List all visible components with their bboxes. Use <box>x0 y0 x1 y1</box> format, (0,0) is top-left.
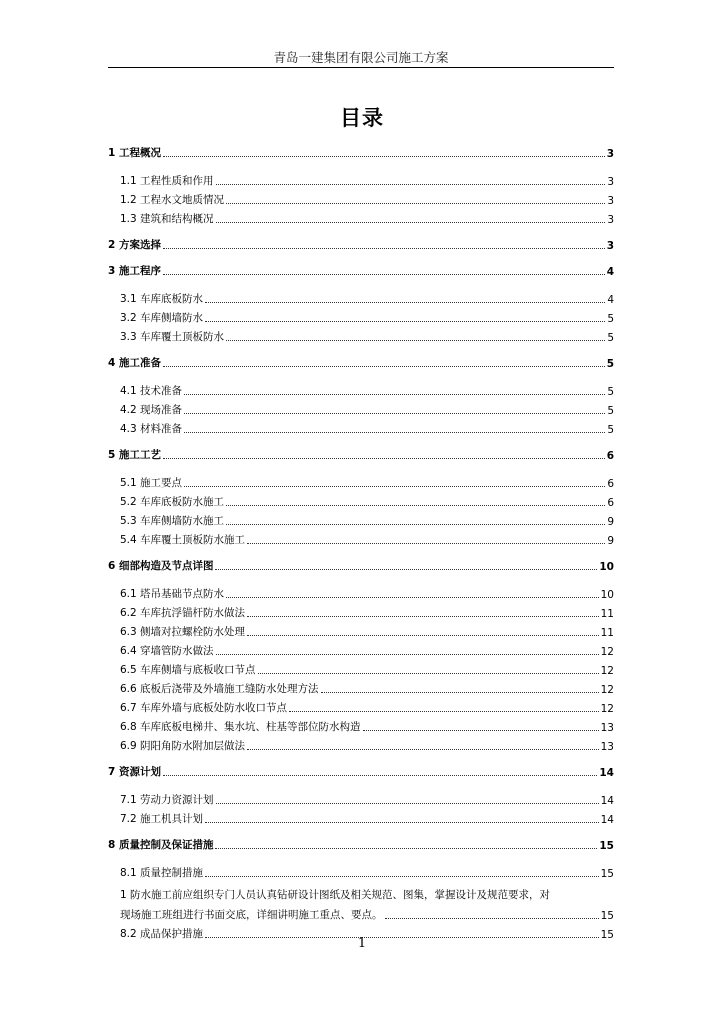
toc-entry-title: 7 资源计划 <box>108 766 161 778</box>
toc-entry-title: 7.1 劳动力资源计划 <box>120 794 214 806</box>
toc-section-entry[interactable] <box>108 472 614 490</box>
toc-chapter-entry[interactable] <box>108 142 614 160</box>
toc-entry-title: 3.1 车库底板防水 <box>120 293 204 305</box>
toc-entry-page: 6 <box>607 497 614 509</box>
toc-dot-leader <box>205 876 599 877</box>
toc-dot-leader <box>385 918 599 919</box>
toc-entry-page: 5 <box>607 313 614 325</box>
toc-entry-title: 4.3 材料准备 <box>120 423 183 435</box>
toc-entry-title: 6.3 侧墙对拉螺栓防水处理 <box>120 626 246 638</box>
toc-dot-leader <box>258 673 599 674</box>
toc-section-entry[interactable] <box>108 808 614 826</box>
toc-entry-page: 4 <box>606 266 614 278</box>
toc-dot-leader <box>216 184 606 185</box>
toc-entry-title: 6.5 车库侧墙与底板收口节点 <box>120 664 256 676</box>
toc-dot-leader <box>226 524 605 525</box>
toc-dot-leader <box>226 203 605 204</box>
toc-section-entry[interactable] <box>108 735 614 753</box>
toc-entry-page: 3 <box>606 240 614 252</box>
toc-entry-title: 1 防水施工前应组织专门人员认真钻研设计图纸及相关规范、图集，掌握设计及规范要求，对 <box>120 889 551 901</box>
toc-chapter-entry[interactable] <box>108 761 614 779</box>
toc-section-entry[interactable] <box>108 380 614 398</box>
toc-entry-title: 4.2 现场准备 <box>120 404 183 416</box>
toc-dot-leader <box>163 274 605 275</box>
toc-entry-title: 6.9 阴阳角防水附加层做法 <box>120 740 246 752</box>
toc-section-entry[interactable] <box>108 491 614 509</box>
toc-dot-leader <box>184 432 605 433</box>
toc-section-entry[interactable] <box>108 529 614 547</box>
toc-entry-title: 6.1 塔吊基础节点防水 <box>120 588 225 600</box>
toc-entry-title: 7.2 施工机具计划 <box>120 813 204 825</box>
toc-dot-leader <box>184 394 605 395</box>
toc-dot-leader <box>163 366 605 367</box>
toc-section-entry[interactable] <box>108 697 614 715</box>
toc-chapter-entry[interactable] <box>108 234 614 252</box>
toc-entry-page: 13 <box>600 722 614 734</box>
toc-section-entry[interactable] <box>108 640 614 658</box>
toc-entry-page: 14 <box>600 814 614 826</box>
toc-entry-page: 12 <box>600 684 614 696</box>
toc-entry-page: 5 <box>606 358 614 370</box>
toc-entry-page: 3 <box>606 148 614 160</box>
toc-dot-leader <box>163 156 605 157</box>
header-rule <box>108 67 614 68</box>
toc-entry-title: 3.2 车库侧墙防水 <box>120 312 204 324</box>
toc-section-entry[interactable] <box>108 510 614 528</box>
toc-entry-title: 8 质量控制及保证措施 <box>108 839 214 851</box>
toc-entry-title: 1 工程概况 <box>108 147 161 159</box>
toc-dot-leader <box>321 692 599 693</box>
toc-section-entry[interactable] <box>108 659 614 677</box>
toc-entry-page: 14 <box>600 795 614 807</box>
toc-entry-page: 13 <box>600 741 614 753</box>
toc-entry-title: 5.3 车库侧墙防水施工 <box>120 515 225 527</box>
toc-entry-title: 4.1 技术准备 <box>120 385 183 397</box>
toc-section-entry[interactable] <box>108 621 614 639</box>
toc-section-entry[interactable] <box>108 789 614 807</box>
toc-section-entry[interactable] <box>108 678 614 696</box>
toc-section-entry[interactable] <box>108 602 614 620</box>
running-header: 青岛一建集团有限公司施工方案 <box>273 50 449 65</box>
toc-section-entry[interactable] <box>108 288 614 306</box>
toc-entry-title: 5.4 车库覆土顶板防水施工 <box>120 534 246 546</box>
toc-entry-title: 6.8 车库底板电梯井、集水坑、柱基等部位防水构造 <box>120 721 361 733</box>
toc-section-entry[interactable] <box>108 716 614 734</box>
toc-dot-leader <box>216 803 599 804</box>
table-of-contents <box>108 142 614 941</box>
toc-entry-title: 4 施工准备 <box>108 357 161 369</box>
toc-dot-leader <box>226 340 605 341</box>
toc-entry-page: 14 <box>599 767 614 779</box>
toc-entry-page: 12 <box>600 665 614 677</box>
toc-entry-title: 5 施工工艺 <box>108 449 161 461</box>
toc-entry-page: 4 <box>607 294 614 306</box>
toc-dot-leader <box>205 321 605 322</box>
toc-entry-page: 15 <box>600 868 614 880</box>
toc-entry-title: 3 施工程序 <box>108 265 161 277</box>
toc-dot-leader <box>226 597 599 598</box>
toc-chapter-entry[interactable] <box>108 834 614 852</box>
toc-dot-leader <box>216 222 606 223</box>
toc-entry-page: 5 <box>607 332 614 344</box>
toc-entry-page: 15 <box>600 910 614 922</box>
toc-section-entry[interactable] <box>108 170 614 188</box>
toc-entry-page: 15 <box>599 840 614 852</box>
toc-dot-leader <box>247 749 599 750</box>
toc-section-entry[interactable] <box>108 862 614 880</box>
toc-dot-leader <box>163 775 597 776</box>
toc-dot-leader <box>184 413 605 414</box>
toc-entry-title: 6.4 穿墙管防水做法 <box>120 645 214 657</box>
toc-section-entry[interactable] <box>108 307 614 325</box>
toc-entry-page: 6 <box>606 450 614 462</box>
toc-entry-title: 5.2 车库底板防水施工 <box>120 496 225 508</box>
toc-dot-leader <box>226 505 605 506</box>
toc-entry-page: 6 <box>607 478 614 490</box>
toc-section-entry[interactable] <box>108 189 614 207</box>
toc-entry-page: 9 <box>607 535 614 547</box>
toc-entry-title: 6.6 底板后浇带及外墙施工缝防水处理方法 <box>120 683 319 695</box>
toc-entry-page: 3 <box>607 176 614 188</box>
toc-dot-leader <box>363 730 599 731</box>
toc-entry-title: 1.3 建筑和结构概况 <box>120 213 214 225</box>
toc-entry-page: 12 <box>600 646 614 658</box>
toc-chapter-entry[interactable] <box>108 260 614 278</box>
toc-chapter-entry[interactable] <box>108 352 614 370</box>
page-number: 1 <box>357 936 367 951</box>
toc-entry-page: 10 <box>599 561 614 573</box>
toc-entry-title: 现场施工班组进行书面交底，详细讲明施工重点、要点。 <box>120 909 383 921</box>
toc-entry-title: 8.1 质量控制措施 <box>120 867 204 879</box>
toc-chapter-entry[interactable] <box>108 444 614 462</box>
toc-entry-page: 12 <box>600 703 614 715</box>
toc-title: 目录 <box>340 106 384 130</box>
toc-dot-leader <box>215 848 597 849</box>
toc-entry-title: 1.2 工程水文地质情况 <box>120 194 225 206</box>
toc-section-entry[interactable] <box>108 399 614 417</box>
toc-entry-title: 1.1 工程性质和作用 <box>120 175 214 187</box>
toc-section-entry[interactable] <box>108 583 614 601</box>
toc-section-entry[interactable] <box>108 902 614 922</box>
toc-section-entry[interactable] <box>108 326 614 344</box>
toc-entry-title: 3.3 车库覆土顶板防水 <box>120 331 225 343</box>
toc-dot-leader <box>205 302 605 303</box>
toc-entry-page: 11 <box>600 627 614 639</box>
toc-dot-leader <box>215 569 597 570</box>
toc-entry-page: 10 <box>600 589 614 601</box>
toc-entry-title: 5.1 施工要点 <box>120 477 183 489</box>
toc-entry-title: 6.7 车库外墙与底板处防水收口节点 <box>120 702 288 714</box>
toc-dot-leader <box>184 486 605 487</box>
toc-section-entry[interactable] <box>108 882 614 902</box>
toc-entry-title: 6.2 车库抗浮锚杆防水做法 <box>120 607 246 619</box>
toc-dot-leader <box>247 635 599 636</box>
toc-section-entry[interactable] <box>108 418 614 436</box>
toc-entry-page: 15 <box>600 929 614 941</box>
toc-entry-title: 8.2 成品保护措施 <box>120 928 204 940</box>
toc-dot-leader <box>216 654 599 655</box>
toc-dot-leader <box>163 458 605 459</box>
toc-entry-page: 9 <box>607 516 614 528</box>
toc-entry-page: 3 <box>607 214 614 226</box>
toc-dot-leader <box>247 543 605 544</box>
toc-dot-leader <box>289 711 599 712</box>
toc-dot-leader <box>205 822 599 823</box>
toc-section-entry[interactable] <box>108 208 614 226</box>
toc-entry-page: 11 <box>600 608 614 620</box>
toc-entry-title: 2 方案选择 <box>108 239 161 251</box>
toc-entry-page: 5 <box>607 386 614 398</box>
toc-entry-page: 5 <box>607 424 614 436</box>
toc-dot-leader <box>163 248 605 249</box>
toc-entry-title: 6 细部构造及节点详图 <box>108 560 214 572</box>
toc-chapter-entry[interactable] <box>108 555 614 573</box>
toc-entry-page: 5 <box>607 405 614 417</box>
toc-dot-leader <box>247 616 599 617</box>
toc-entry-page: 3 <box>607 195 614 207</box>
